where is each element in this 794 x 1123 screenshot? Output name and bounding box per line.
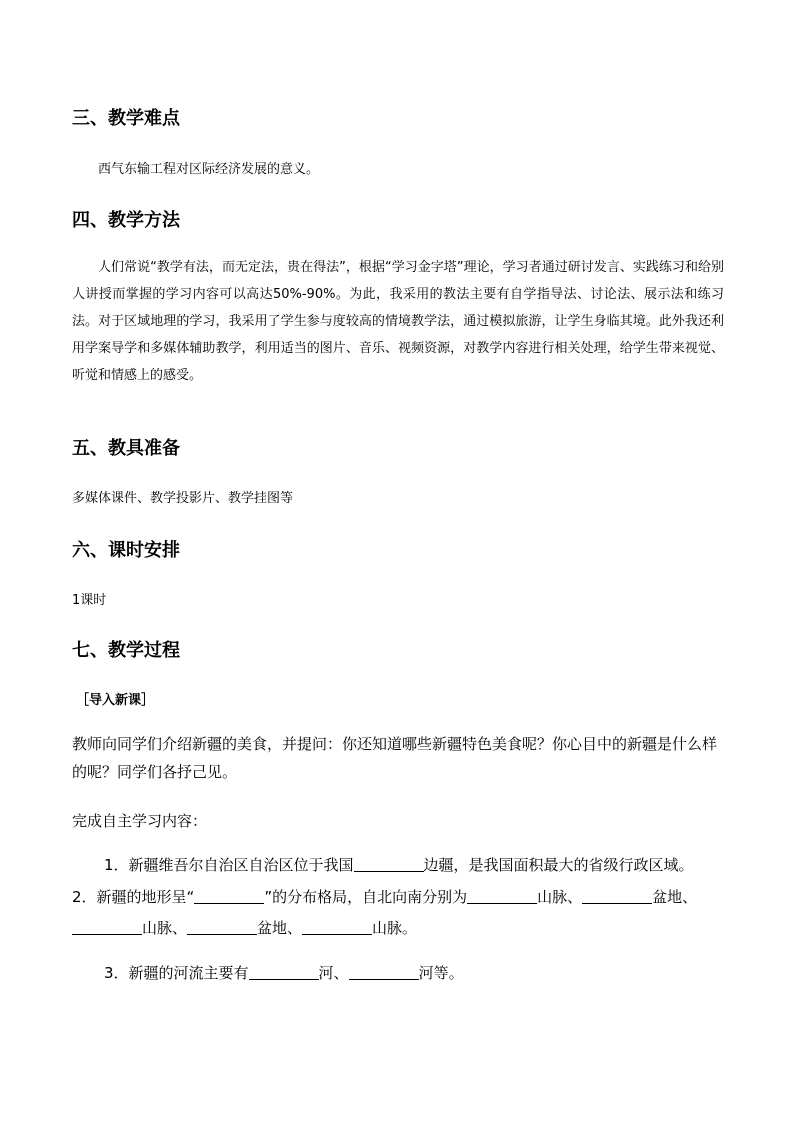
question-2-line-1 bbox=[72, 886, 697, 907]
question-2-part-c: 山脉、 bbox=[537, 888, 583, 906]
class-hours-text: 1课时 bbox=[72, 593, 107, 608]
question-2-part-e: 山脉、 bbox=[142, 919, 188, 937]
question-1-part-b: 边疆，是我国面积最大的省级行政区域。 bbox=[423, 856, 694, 874]
question-1 bbox=[104, 854, 694, 875]
question-3-part-a: 3．新疆的河流主要有 bbox=[104, 964, 249, 982]
question-1-part-a: 1．新疆维吾尔自治区自治区位于我国 bbox=[104, 856, 354, 874]
blank-frontier[interactable] bbox=[354, 856, 424, 872]
question-2-part-g: 山脉。 bbox=[372, 919, 418, 937]
blank-mountain-2[interactable] bbox=[72, 919, 142, 935]
question-2-part-b: ”的分布格局，自北向南分别为 bbox=[264, 888, 468, 906]
blank-mountain-1[interactable] bbox=[467, 888, 537, 904]
question-2-part-d: 盆地、 bbox=[652, 888, 698, 906]
self-study-label: 完成自主学习内容： bbox=[72, 812, 208, 830]
heading-teaching-aids: 五、教具准备 bbox=[72, 438, 180, 459]
intro-label: ［导入新课］ bbox=[76, 693, 155, 708]
blank-river-2[interactable] bbox=[349, 964, 419, 980]
blank-river-1[interactable] bbox=[249, 964, 319, 980]
question-3-part-b: 河、 bbox=[318, 964, 349, 982]
question-3 bbox=[104, 962, 464, 983]
blank-mountain-3[interactable] bbox=[302, 919, 372, 935]
heading-teaching-difficulty: 三、教学难点 bbox=[72, 108, 180, 129]
aids-text: 多媒体课件、教学投影片、教学挂图等 bbox=[72, 491, 294, 506]
blank-basin-2[interactable] bbox=[187, 919, 257, 935]
intro-paragraph: 教师向同学们介绍新疆的美食，并提问：你还知道哪些新疆特色美食呢？你心目中的新疆是什么样的呢？同学们各抒己见。 bbox=[72, 735, 718, 781]
heading-class-hours: 六、课时安排 bbox=[72, 540, 180, 561]
blank-basin-1[interactable] bbox=[582, 888, 652, 904]
question-2-part-f: 盆地、 bbox=[257, 919, 303, 937]
difficulty-text: 西气东输工程对区际经济发展的意义。 bbox=[98, 162, 320, 177]
heading-teaching-method: 四、教学方法 bbox=[72, 210, 180, 231]
heading-teaching-process: 七、教学过程 bbox=[72, 640, 180, 661]
question-3-part-c: 河等。 bbox=[418, 964, 464, 982]
question-2-line-2 bbox=[72, 917, 417, 938]
question-2-part-a: 2．新疆的地形呈“ bbox=[72, 888, 195, 906]
method-paragraph: 人们常说“教学有法，而无定法，贵在得法”，根据“学习金字塔”理论，学习者通过研讨发言、实践练习和给别人讲授而掌握的学习内容可以高达50%-90%。为此，我采用的教法主要有自学指导法、讨论法、展示法和练习法。对于区域地理的学习，我采用了学生参与度较高的情境教学法，通过模拟旅游，让学生身临其境。此外我还利用学案导学和多媒体辅助教学，利用适当的图片、音乐、视频资源，对教学内容进行相关处理，给学生带来视觉、听觉和情感上的感受。 bbox=[72, 260, 724, 383]
blank-terrain-pattern[interactable] bbox=[194, 888, 264, 904]
